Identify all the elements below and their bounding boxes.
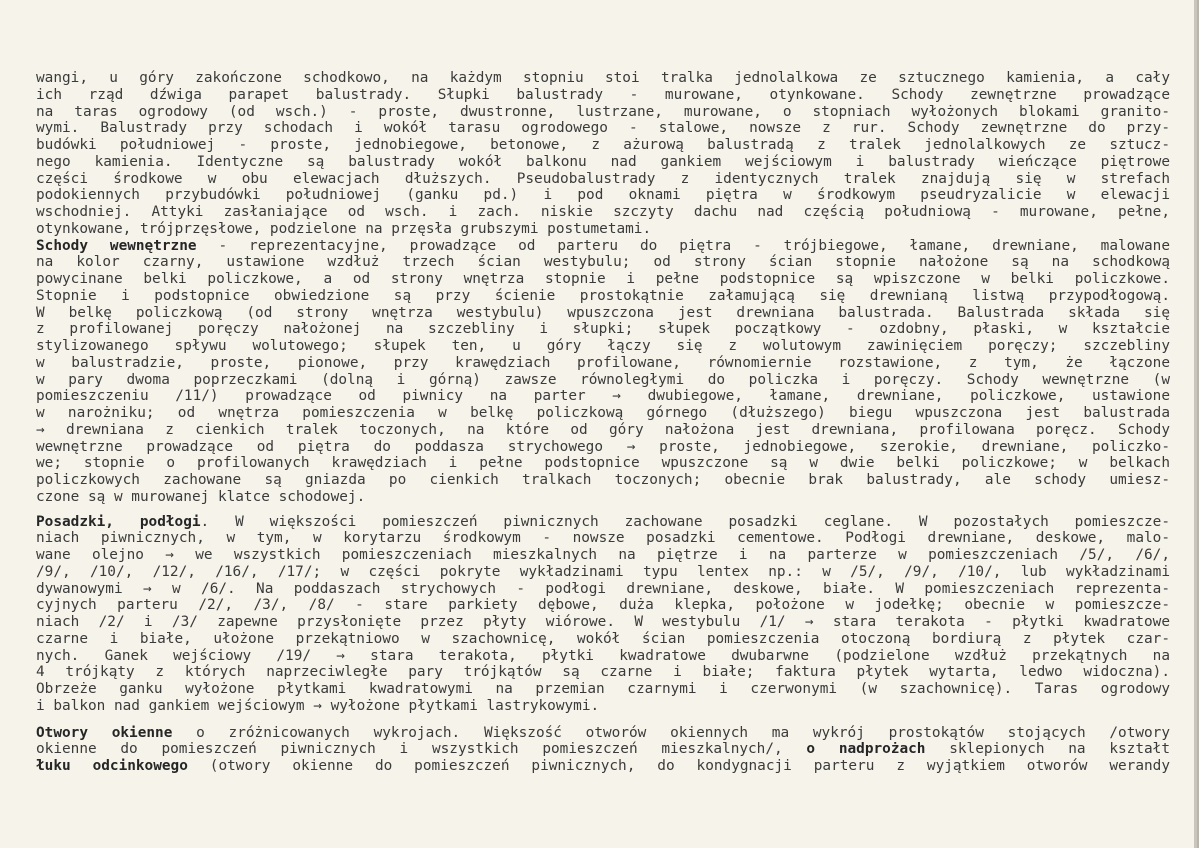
text-line: /9/, /10/, /12/, /16/, /17/; w części pokryte wykładzinami typu lentex np.: w /5/, /9/, /10/, lub wykładzinami bbox=[36, 563, 1170, 580]
text-line: podokiennych przybudówki południowej (ganku pd.) i pod oknami piętra w środkowym pseudryzalicie w elewacji bbox=[36, 187, 1170, 204]
text-line: w narożniku; od wnętrza pomieszczenia w belkę policzkową górnego (dłuższego) biegu wpuszczona jest balustrada bbox=[36, 405, 1170, 421]
text-line: budówki południowej - proste, jednobiegowe, betonowe, z ażurową balustradą z tralek jednolalkowych ze sztucz- bbox=[36, 137, 1170, 153]
inline-bold-lintels: o nadprożach bbox=[782, 741, 926, 758]
text-line: w balustradzie, proste, pionowe, przy krawędziach profilowane, równomiernie rozstawione, z tym, że łączone bbox=[36, 354, 1170, 371]
text-run: . W większości pomieszczeń piwnicznych zachowane posadzki ceglane. W pozostałych pomieszcze- bbox=[200, 513, 1170, 530]
text-line: wymi. Balustrady przy schodach i wokół tarasu ogrodowego - stalowe, nowsze z rur. Schody zewnętrzne do przy- bbox=[36, 120, 1170, 137]
text-run: - reprezentacyjne, prowadzące od parteru do piętra - trójbiegowe, łamane, drewniane, malowane bbox=[196, 237, 1170, 254]
text-line: czarne i białe, ułożone przekątniowo w szachownicę, wokół ścian pomieszczenia otoczoną bordiurą z płytek czar- bbox=[36, 630, 1170, 647]
text-run: sklepionych na kształt bbox=[925, 741, 1170, 758]
text-line: cyjnych parteru /2/, /3/, /8/ - stare parkiety dębowe, duża klepka, położone w jodełkę; obecnie w pomieszcze- bbox=[36, 597, 1170, 614]
text-line: we; stopnie o profilowanych krawędziach i pełne podstopnice wpuszczone są w dwie belki policzkowe; w belkach bbox=[36, 455, 1170, 472]
text-line: na kolor czarny, ustawione wzdłuż trzech ścian westybulu; od strony ścian stopnie nałożone są na schodkową bbox=[36, 254, 1170, 271]
text-line: stylizowanego spływu wolutowego; słupek ten, u góry łączy się z wolutowym zawinięciem poręczy; szczebliny bbox=[36, 338, 1170, 354]
text-line: wschodniej. Attyki zasłaniające od wsch. i zach. niskie szczyty dachu nad częścią południową - murowane, pełne, bbox=[36, 204, 1170, 220]
section-heading-stairs: Schody wewnętrzne bbox=[36, 237, 197, 254]
text-line: części środkowe w obu elewacjach dłuższych. Pseudobalustrady z identycznych tralek znajdują się w strefach bbox=[36, 170, 1170, 187]
text-line: z profilowanej poręczy nałożonej na szczebliny i słupki; słupek początkowy - ozdobny, płaski, w kształcie bbox=[36, 321, 1170, 338]
text-line: nych. Ganek wejściowy /19/ → stara terakota, płytki kwadratowe dwubarwne (podzielone wzdłuż przekątnych na bbox=[36, 647, 1170, 664]
text-line: w pary dwoma poprzeczkami (dolną i górną) zawsze równoległymi do policzka i poręczy. Schody wewnętrzne (w bbox=[36, 371, 1170, 388]
paragraph-floors bbox=[36, 514, 1170, 715]
paragraph-balustrades bbox=[36, 70, 1170, 238]
text-line: powycinane belki policzkowe, a od strony wnętrza stopnie i pełne podstopnice są wpiszczone w belki policzkowe. bbox=[36, 271, 1170, 287]
text-line: ich rząd dźwiga parapet balustrady. Słupki balustrady - murowane, otynkowane. Schody zewnętrzne prowadzące bbox=[36, 86, 1170, 103]
text-line: pomieszczeniu /11/) prowadzące od piwnicy na parter → dwubiegowe, łamane, drewniane, policzkowe, ustawione bbox=[36, 388, 1170, 405]
inline-bold-arch: łuku odcinkowego bbox=[36, 758, 188, 774]
text-line: niach piwnicznych, w tym, w korytarzu środkowym - nowsze posadzki cementowe. Podłogi drewniane, deskowe, malo- bbox=[36, 530, 1170, 547]
section-heading-windows: Otwory okienne bbox=[36, 724, 173, 741]
paragraph-interior-stairs bbox=[36, 238, 1170, 506]
text-line: niach /2/ i /3/ zapewne przysłonięte przez płyty wiórowe. W westybulu /1/ → stara terakota - płytki kwadratowe bbox=[36, 614, 1170, 630]
text-line: dywanowymi → w /6/. Na poddaszach strychowych - podłogi drewniane, deskowe, białe. W pomieszczeniach reprezenta- bbox=[36, 580, 1170, 597]
text-line: W belkę policzkową (od strony wnętrza westybulu) wpuszczona jest drewniana balustrada. Balustrada składa się bbox=[36, 304, 1170, 321]
document-body bbox=[36, 70, 1170, 775]
text-line: wane olejno → we wszystkich pomieszczeniach mieszkalnych na piętrze i na parterze w pomieszczeniach /5/, /6/, bbox=[36, 547, 1170, 563]
paragraph-windows bbox=[36, 725, 1170, 775]
text-line: i balkon nad gankiem wejściowym → wyłożone płytkami lastrykowymi. bbox=[36, 697, 600, 714]
text-line: policzkowych zachowane są gniazda po cienkich tralkach toczonych; obecnie brak balustrady, ale schody umiesz- bbox=[36, 472, 1170, 488]
text-line: Stopnie i podstopnice obwiedzione są przy ścienie prostokątnie załamującą się drewnianą listwą przypodłogową. bbox=[36, 287, 1170, 304]
text-run: (otwory okienne do pomieszczeń piwnicznych, do kondygnacji parteru z wyjątkiem otworów werandy bbox=[187, 758, 1170, 774]
text-line: 4 trójkąty z których naprzeciwległe pary trójkątów są czarne i białe; faktura płytek wytarta, ledwo widoczna). bbox=[36, 664, 1170, 681]
text-run: okienne do pomieszczeń piwnicznych i wszystkich pomieszczeń mieszkalnych/, bbox=[36, 741, 783, 758]
text-line: → drewniana z cienkich tralek toczonych, na które od góry nałożona jest drewniana, profilowana poręcz. Schody bbox=[36, 421, 1170, 438]
section-heading-floors: Posadzki, podłogi bbox=[36, 513, 201, 530]
text-run: o zróżnicowanych wykrojach. Większość otworów okiennych ma wykrój prostokątów stojących /otwory bbox=[172, 724, 1170, 741]
text-line: Obrzeże ganku wyłożone płytkami kwadratowymi na przemian czarnymi i czerwonymi (w szachownicę). Taras ogrodowy bbox=[36, 681, 1170, 697]
text-line: nego kamienia. Identyczne są balustrady wokół balkonu nad gankiem wejściowym i balustrady wieńczące piętrowe bbox=[36, 153, 1170, 170]
text-line: otynkowane, trójprzęsłowe, podzielone na przęsła grubszymi postumetami. bbox=[36, 220, 652, 237]
text-line: wewnętrzne prowadzące od piętra do poddasza strychowego → proste, jednobiegowe, szerokie, drewniane, policzko- bbox=[36, 438, 1170, 455]
text-line: czone są w murowanej klatce schodowej. bbox=[36, 488, 366, 505]
page-edge-shadow bbox=[1194, 0, 1197, 848]
text-line: wangi, u góry zakończone schodkowo, na każdym stopniu stoi tralka jednolalkowa ze sztucznego kamienia, a cały bbox=[36, 70, 1170, 86]
text-line: na taras ogrodowy (od wsch.) - proste, dwustronne, lustrzane, murowane, o stopniach wyłożonych blokami granito- bbox=[36, 103, 1170, 120]
